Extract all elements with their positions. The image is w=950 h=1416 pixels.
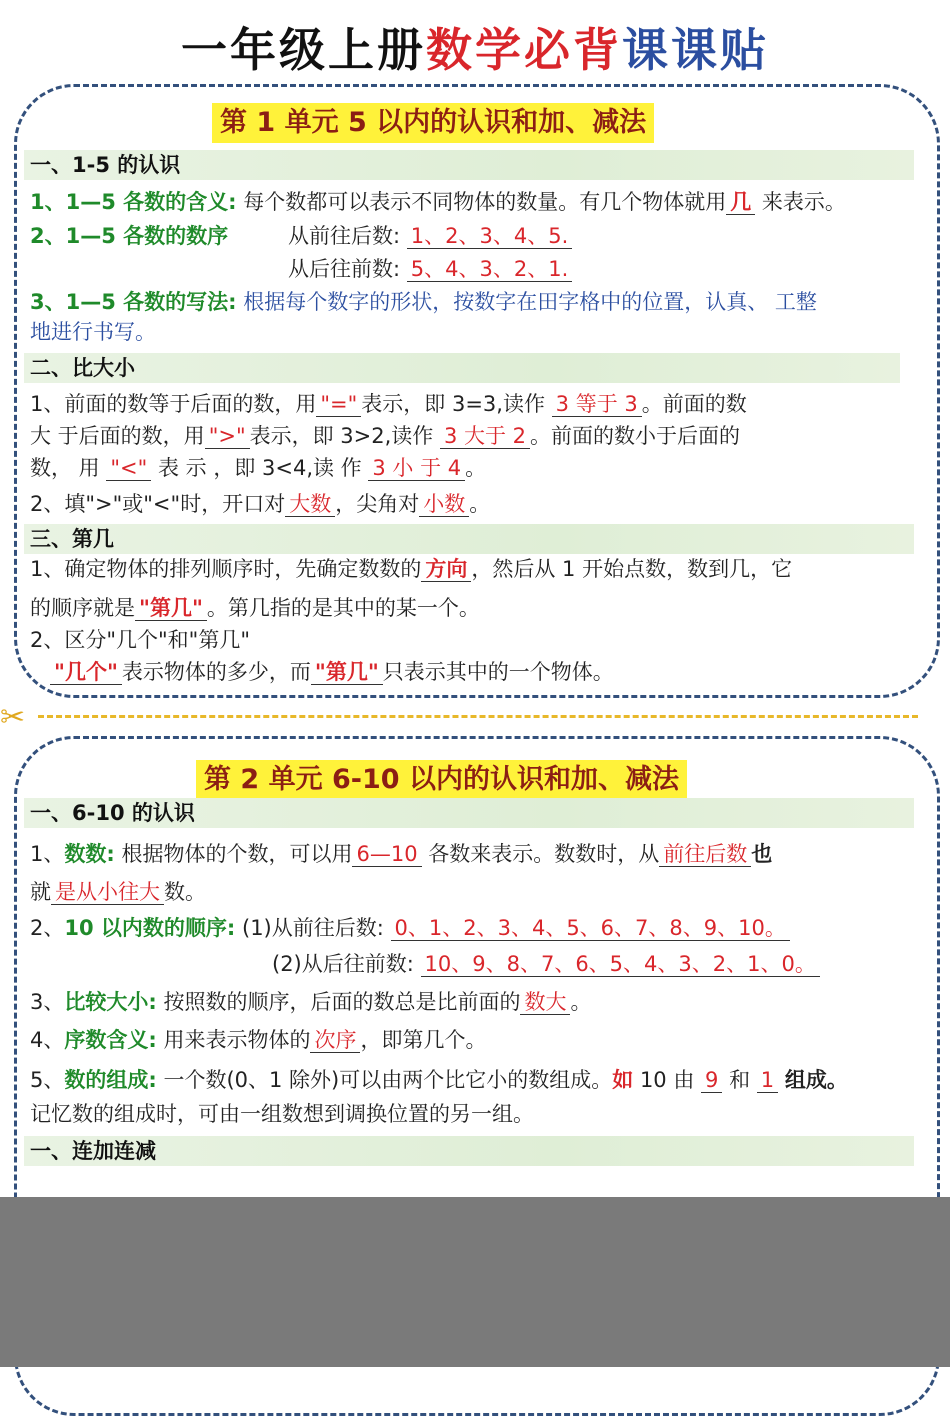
text-line: 就 是从小往大 数。 — [30, 880, 206, 904]
text-line: (2)从后往前数: 10、9、8、7、6、5、4、3、2、1、0。 — [272, 948, 820, 980]
text-line: 2、区分"几个"和"第几" — [30, 628, 250, 652]
cut-divider — [38, 715, 918, 718]
text-line: 从前往后数: 1、2、3、4、5. — [288, 220, 572, 252]
text-line: "几个" 表示物体的多少，而 "第几" 只表示其中的一个物体。 — [50, 656, 614, 688]
unit1-heading: 第 1 单元 5 以内的认识和加、减法 — [212, 103, 654, 143]
text-line: 1、确定物体的排列顺序时，先确定数数的 方向 ，然后从 1 开始点数，数到几，它 — [30, 557, 793, 581]
text-line: 2、1—5 各数的数序 — [30, 224, 229, 248]
text-line: 2、10 以内数的顺序: (1)从前往后数: 0、1、2、3、4、5、6、7、8、9、10。 — [30, 912, 790, 944]
text-line: 5、数的组成: 一个数(0、1 除外)可以由两个比它小的数组成。如 10 由 9 和 1 组成。 — [30, 1068, 848, 1092]
scissors-icon: ✂ — [0, 700, 26, 735]
text-line: 记忆数的组成时，可由一组数想到调换位置的另一组。 — [30, 1102, 534, 1126]
text-line: 4、序数含义: 用来表示物体的 次序 ，即第几个。 — [30, 1028, 487, 1052]
text-line: 1、1—5 各数的含义: 每个数都可以表示不同物体的数量。有几个物体就用 几 来表示。 — [30, 190, 846, 214]
section-heading: 一、6-10 的认识 — [24, 798, 914, 828]
text-line: 从后往前数: 5、4、3、2、1. — [288, 253, 572, 285]
text-line: 1、前面的数等于后面的数，用 "=" 表示，即 3=3,读作 3 等于 3 。前面的数 — [30, 392, 747, 416]
page-title: 一年级上册数学必背课课贴 — [181, 23, 769, 77]
text-line: 3、1—5 各数的写法: 根据每个数字的形状，按数字在田字格中的位置，认真、 工整 — [30, 290, 817, 314]
section-heading: 二、比大小 — [24, 353, 900, 383]
section-heading: 三、第几 — [24, 524, 914, 554]
text-line: 的顺序就是 "第几" 。第几指的是其中的某一个。 — [30, 596, 480, 620]
overlay-bar — [0, 1197, 950, 1367]
text-line: 2、填">"或"<"时，开口对 大数 ，尖角对 小数 。 — [30, 492, 491, 516]
text-line: 数， 用 "<" 表 示 ，即 3<4,读 作 3 小 于 4 。 — [30, 456, 487, 480]
text-line: 地进行书写。 — [30, 320, 156, 344]
text-line: 3、比较大小: 按照数的顺序，后面的数总是比前面的 数大 。 — [30, 990, 592, 1014]
unit2-heading: 第 2 单元 6-10 以内的认识和加、减法 — [196, 760, 687, 800]
section-heading: 一、1-5 的认识 — [24, 150, 914, 180]
section-heading: 一、连加连减 — [24, 1136, 914, 1166]
text-line: 大 于后面的数，用 ">" 表示，即 3>2,读作 3 大于 2 。前面的数小于后面的 — [30, 424, 741, 448]
text-line: 1、数数: 根据物体的个数，可以用 6—10 各数来表示。数数时，从 前往后数 也 — [30, 842, 773, 866]
